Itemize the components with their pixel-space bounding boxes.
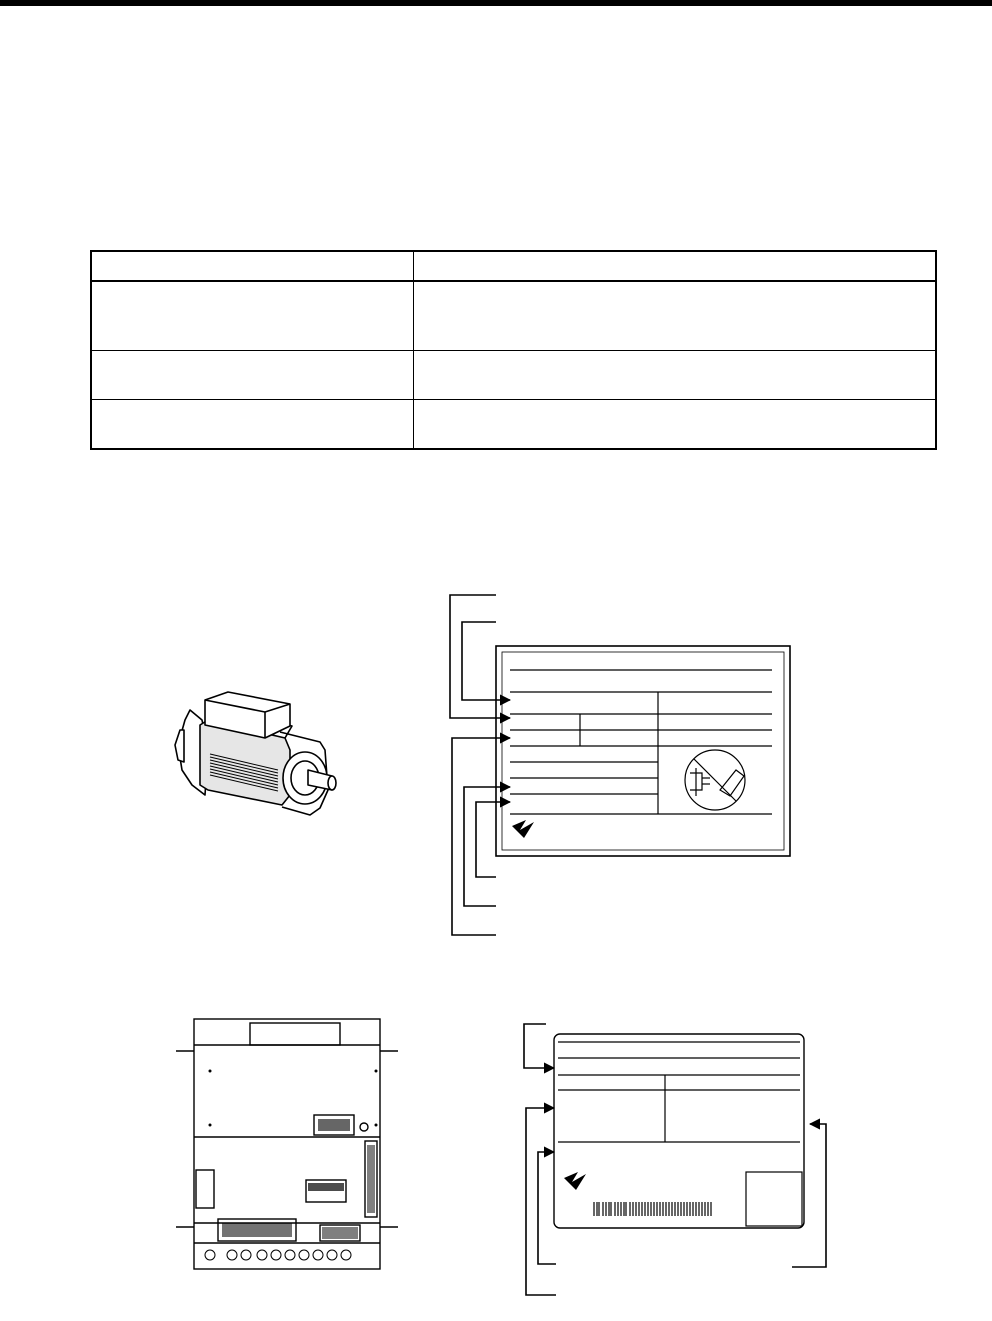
table-header-item xyxy=(91,251,413,281)
table-row xyxy=(91,400,936,450)
table-cell xyxy=(413,400,936,450)
table-cell xyxy=(413,281,936,351)
table-cell xyxy=(91,351,413,400)
table-cell xyxy=(91,400,413,450)
checklist-table xyxy=(90,250,937,450)
table-cell xyxy=(91,281,413,351)
servomotor-drawing xyxy=(160,690,350,840)
table-row xyxy=(91,281,936,351)
table-cell xyxy=(413,351,936,400)
drive-nameplate-drawing xyxy=(520,1020,830,1300)
motor-nameplate-drawing xyxy=(440,590,810,940)
servopack-drawing xyxy=(170,1015,405,1270)
table-header-row xyxy=(91,251,936,281)
table-row xyxy=(91,351,936,400)
table-header-remark xyxy=(413,251,936,281)
top-rule xyxy=(0,0,992,6)
